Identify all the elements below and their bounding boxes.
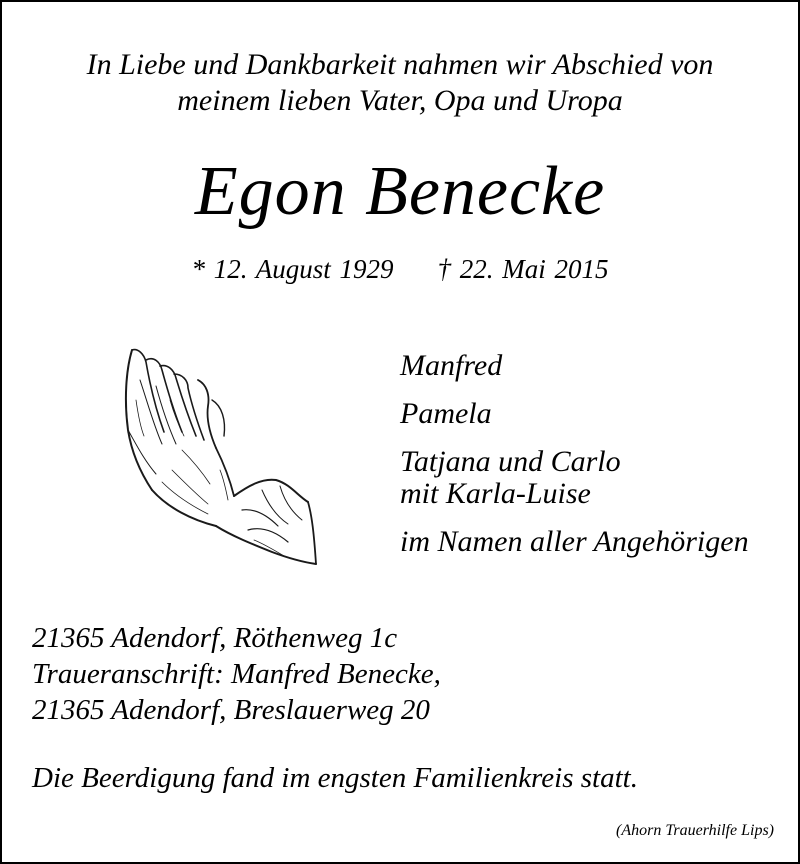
intro-line-2: meinem lieben Vater, Opa und Uropa (177, 84, 623, 117)
family-member-1: Manfred (400, 349, 503, 382)
life-dates (2, 254, 798, 285)
family-closing: im Namen aller Angehörigen (400, 525, 749, 558)
deceased-name: Egon Benecke (194, 153, 606, 230)
death-date: † 22. Mai 2015 (437, 254, 609, 284)
address-line-2: Traueranschrift: Manfred Benecke, (32, 658, 441, 690)
birth-date: * 12. August 1929 (191, 254, 394, 284)
family-member-2: Pamela (400, 397, 492, 430)
praying-hands-icon (112, 340, 322, 572)
funeral-note: Die Beerdigung fand im engsten Familienkreis statt. (32, 762, 638, 794)
family-member-3-line-2: mit Karla-Luise (400, 477, 591, 510)
intro-line-1: In Liebe und Dankbarkeit nahmen wir Abschied von (86, 48, 714, 81)
address-line-3: 21365 Adendorf, Breslauerweg 20 (32, 694, 430, 726)
address-line-1: 21365 Adendorf, Röthenweg 1c (32, 622, 398, 654)
credit-line: (Ahorn Trauerhilfe Lips) (616, 822, 774, 839)
family-member-3-line-1: Tatjana und Carlo (400, 445, 621, 478)
